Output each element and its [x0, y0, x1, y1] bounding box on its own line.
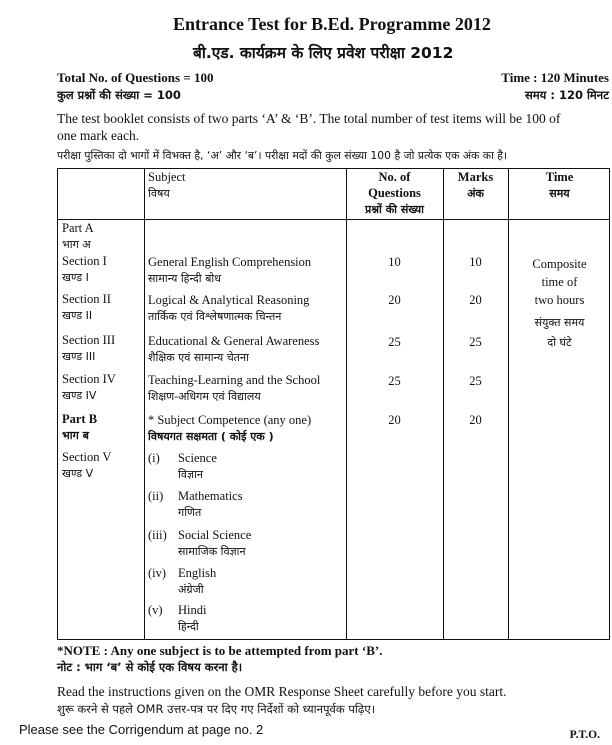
section-1-subject-hindi: सामान्य हिन्दी बोध [148, 272, 222, 285]
header-subject-hindi: विषय [148, 187, 170, 200]
option-4-number: (iv) [148, 566, 167, 580]
intro-english-line2: one mark each. [57, 128, 140, 143]
part-b-subject-hindi: विषयगत सक्षमता ( कोई एक ) [148, 430, 274, 443]
time-composite-hindi-2: दो घंटे [547, 336, 572, 349]
section-1-label: Section I [62, 254, 107, 268]
option-2-number: (ii) [148, 489, 164, 503]
time-composite-1: Composite [532, 257, 587, 271]
section-1-questions: 10 [388, 255, 401, 269]
section-3-subject: Educational & General Awareness [148, 334, 320, 348]
section-4-questions: 25 [388, 374, 401, 388]
intro-english-line1: The test booklet consists of two parts ‘A’ & ‘B’. The total number of test items will be 100 of [57, 111, 561, 126]
part-b-questions: 20 [388, 413, 401, 427]
section-4-marks: 25 [469, 374, 482, 388]
time-composite-2: time of [541, 275, 578, 289]
option-5-number: (v) [148, 603, 163, 617]
section-4-label: Section IV [62, 372, 116, 386]
section-2-marks: 20 [469, 293, 482, 307]
time-composite-3: two hours [534, 293, 585, 307]
part-a-label: Part A [62, 221, 94, 235]
header-time-hindi: समय [549, 187, 570, 200]
total-questions-english: Total No. of Questions = 100 [57, 70, 214, 85]
option-3-hindi: सामाजिक विज्ञान [178, 545, 246, 558]
section-3-questions: 25 [388, 335, 401, 349]
part-a-label-hindi: भाग अ [62, 238, 91, 251]
option-4-hindi: अंग्रेजी [178, 583, 204, 596]
option-5-hindi: हिन्दी [178, 620, 199, 633]
option-3-number: (iii) [148, 528, 167, 542]
section-3-subject-hindi: शैक्षिक एवं सामान्य चेतना [148, 351, 249, 364]
section-2-label: Section II [62, 292, 111, 306]
section-2-subject: Logical & Analytical Reasoning [148, 293, 310, 307]
title-hindi: बी.एड. कार्यक्रम के लिए प्रवेश परीक्षा 2012 [193, 44, 454, 62]
note-hindi: नोट : भाग ‘ब’ से कोई एक विषय करना है। [57, 660, 243, 674]
part-b-label-hindi: भाग ब [62, 429, 89, 442]
option-1-hindi: विज्ञान [178, 468, 203, 481]
section-1-label-hindi: खण्ड I [62, 271, 89, 284]
option-2-hindi: गणित [178, 506, 202, 519]
corrigendum-note: Please see the Corrigendum at page no. 2 [19, 722, 264, 737]
option-5-english: Hindi [178, 603, 207, 617]
section-2-questions: 20 [388, 293, 401, 307]
option-1-english: Science [178, 451, 217, 465]
header-time: Time [545, 170, 574, 184]
intro-hindi: परीक्षा पुस्तिका दो भागों में विभक्त है, ‘अ’ और ‘ब’। परीक्षा मदों की कुल संख्या 100 है जो प्रत्येक एक अंक का है। [57, 149, 508, 162]
option-3-english: Social Science [178, 528, 252, 542]
instruction-hindi: शुरू करने से पहले OMR उत्तर-पत्र पर दिए गए निर्देशों को ध्यानपूर्वक पढ़िए। [57, 702, 376, 716]
header-num-questions-2: Questions [368, 186, 421, 200]
header-num-questions-1: No. of [378, 170, 411, 184]
section-4-subject-hindi: शिक्षण-अधिगम एवं विद्यालय [148, 390, 261, 403]
part-b-subject: * Subject Competence (any one) [148, 413, 312, 427]
time-english: Time : 120 Minutes [501, 70, 609, 85]
title-english: Entrance Test for B.Ed. Programme 2012 [173, 14, 491, 34]
section-3-label: Section III [62, 333, 116, 347]
time-composite-hindi-1: संयुक्त समय [534, 316, 585, 329]
section-3-marks: 25 [469, 335, 482, 349]
section-2-subject-hindi: तार्किक एवं विश्लेषणात्मक चिन्तन [148, 310, 282, 323]
section-4-label-hindi: खण्ड IV [62, 389, 97, 402]
header-marks-hindi: अंक [467, 187, 484, 200]
part-b-label: Part B [62, 412, 98, 426]
section-4-subject: Teaching-Learning and the School [148, 373, 321, 387]
header-num-questions-hindi: प्रश्नों की संख्या [365, 203, 424, 216]
note-english: *NOTE : Any one subject is to be attempted from part ‘B’. [57, 643, 383, 658]
header-subject: Subject [148, 170, 186, 184]
section-3-label-hindi: खण्ड III [62, 350, 96, 363]
total-questions-hindi: कुल प्रश्नों की संख्या = 100 [57, 88, 181, 102]
section-5-label: Section V [62, 450, 112, 464]
header-marks: Marks [457, 170, 494, 184]
section-2-label-hindi: खण्ड II [62, 309, 93, 322]
part-b-marks: 20 [469, 413, 482, 427]
option-4-english: English [178, 566, 217, 580]
section-1-marks: 10 [469, 255, 482, 269]
instruction-english: Read the instructions given on the OMR Response Sheet carefully before you start. [57, 684, 507, 699]
section-5-label-hindi: खण्ड V [62, 467, 94, 480]
section-1-subject: General English Comprehension [148, 255, 312, 269]
pto-label: P.T.O. [569, 729, 600, 741]
subject-table [57, 168, 610, 640]
time-hindi: समय : 120 मिनट [525, 88, 609, 102]
option-1-number: (i) [148, 451, 160, 465]
option-2-english: Mathematics [178, 489, 243, 503]
